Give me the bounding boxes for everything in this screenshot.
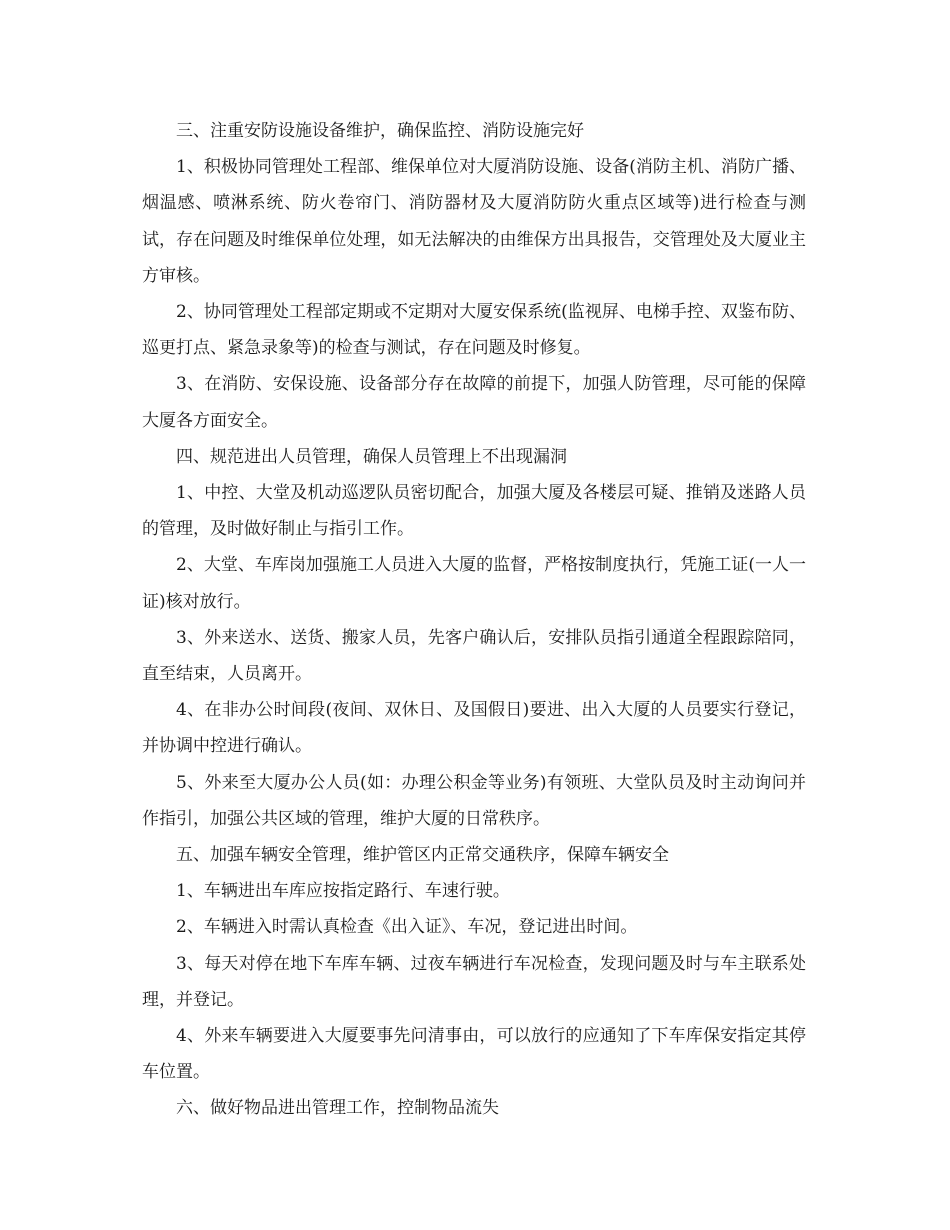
paragraph-5-4: 4、外来车辆要进入大厦要事先问清事由，可以放行的应通知了下车库保安指定其停车位置。 [142, 1026, 806, 1083]
paragraph-3-1: 1、积极协同管理处工程部、维保单位对大厦消防设施、设备(消防主机、消防广播、烟温感、喷淋系统、防火卷帘门、消防器材及大厦消防防火重点区域等)进行检查与测试，存在问题及时维保单位处理，如无法解决的由维保方出具报告，交管理处及大厦业主方审核。 [142, 157, 806, 286]
paragraph-5-3: 3、每天对停在地下车库车辆、过夜车辆进行车况检查，发现问题及时与车主联系处理，并登记。 [142, 953, 806, 1010]
paragraph-3-3: 3、在消防、安保设施、设备部分存在故障的前提下，加强人防管理，尽可能的保障大厦各方面安全。 [142, 374, 806, 431]
section-heading-5: 五、加强车辆安全管理，维护管区内正常交通秩序，保障车辆安全 [176, 845, 669, 866]
document-page [142, 113, 806, 1127]
section-heading-6: 六、做好物品进出管理工作，控制物品流失 [176, 1098, 499, 1119]
paragraph-4-3: 3、外来送水、送货、搬家人员，先客户确认后，安排队员指引通道全程跟踪陪同，直至结束，人员离开。 [142, 627, 806, 685]
section-heading-3: 三、注重安防设施设备维护，确保监控、消防设施完好 [176, 121, 584, 141]
paragraph-3-2: 2、协同管理处工程部定期或不定期对大厦安保系统(监视屏、电梯手控、双鉴布防、巡更打点、紧急录象等)的检查与测试，存在问题及时修复。 [142, 302, 806, 359]
section-heading-4: 四、规范进出人员管理，确保人员管理上不出现漏洞 [176, 446, 567, 467]
paragraph-5-2: 2、车辆进入时需认真检查《出入证》、车况，登记进出时间。 [176, 917, 638, 938]
paragraph-4-4: 4、在非办公时间段(夜间、双休日、及国假日)要进、出入大厦的人员要实行登记，并协调中控进行确认。 [142, 700, 806, 757]
paragraph-5-1: 1、车辆进出车库应按指定路行、车速行驶。 [176, 881, 510, 902]
paragraph-4-2: 2、大堂、车库岗加强施工人员进入大厦的监督，严格按制度执行，凭施工证(一人一证)核对放行。 [142, 555, 806, 612]
paragraph-4-5: 5、外来至大厦办公人员(如：办理公积金等业务)有领班、大堂队员及时主动询问并作指引，加强公共区域的管理，维护大厦的日常秩序。 [142, 772, 806, 829]
paragraph-4-1: 1、中控、大堂及机动巡逻队员密切配合，加强大厦及各楼层可疑、推销及迷路人员的管理，及时做好制止与指引工作。 [142, 483, 806, 540]
